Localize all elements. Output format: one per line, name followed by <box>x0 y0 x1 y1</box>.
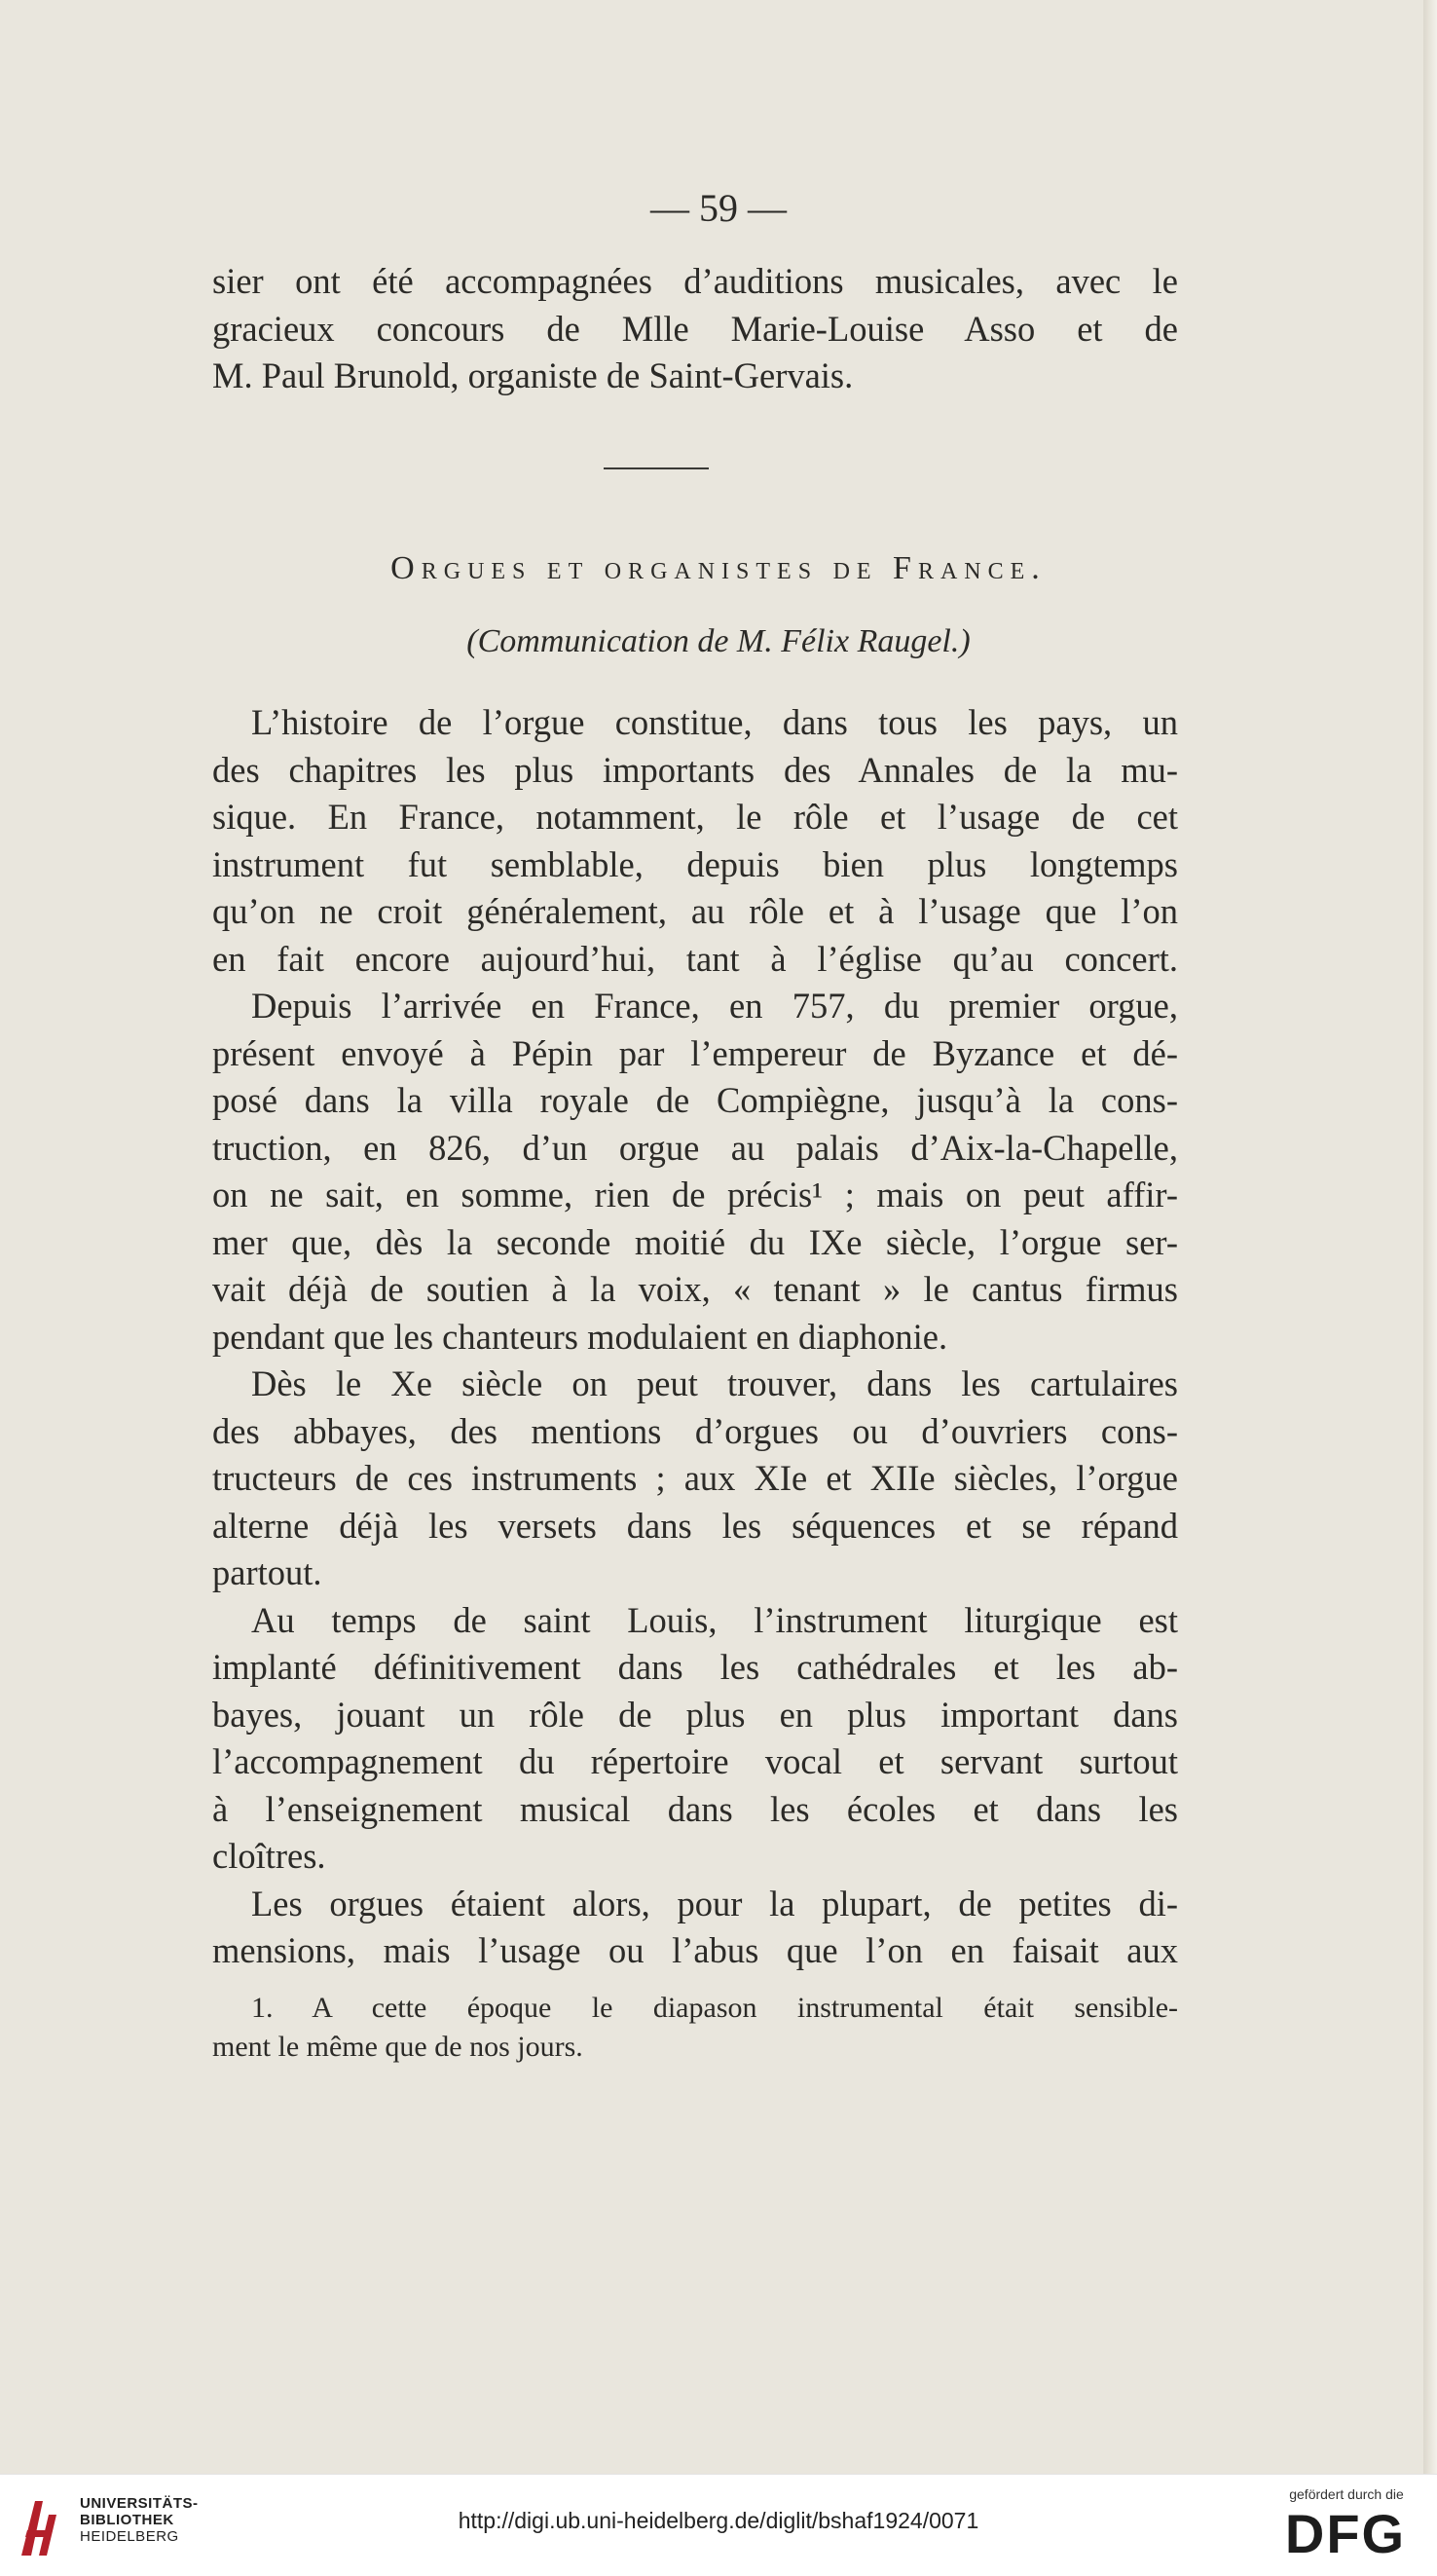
text-line: sier ont été accompagnées d’auditions musicales, avec le <box>212 261 1178 301</box>
text-line: vait déjà de soutien à la voix, « tenant » le cantus firmus <box>212 1269 1178 1309</box>
text-line: des abbayes, des mentions d’orgues ou d’ouvriers cons- <box>212 1410 1178 1451</box>
page-number: — 59 — <box>650 186 787 230</box>
page-edge <box>1423 0 1437 2474</box>
section-title: Orgues et organistes de France. <box>390 550 1047 586</box>
text-line: instrument fut semblable, depuis bien plus longtemps <box>212 843 1178 884</box>
text-line: cloîtres. <box>212 1836 326 1876</box>
text-line: mensions, mais l’usage ou l’abus que l’on en faisait aux <box>212 1930 1178 1970</box>
text-line: des chapitres les plus importants des Annales de la mu- <box>212 749 1178 790</box>
text-line: posé dans la villa royale de Compiègne, jusqu’à la cons- <box>212 1080 1178 1120</box>
intro-paragraph <box>212 258 1178 400</box>
text-line: Les orgues étaient alors, pour la plupart, de petites di- <box>251 1883 1178 1923</box>
logo-line: HEIDELBERG <box>80 2528 179 2545</box>
paragraph-2 <box>212 983 1178 1361</box>
text-line: tructeurs de ces instruments ; aux XIe et XIIe siècles, l’orgue <box>212 1458 1178 1498</box>
text-line: Dès le Xe siècle on peut trouver, dans les cartulaires <box>251 1363 1178 1403</box>
text-line: gracieux concours de Mlle Marie-Louise Asso et de <box>212 308 1178 349</box>
text-line: alterne déjà les versets dans les séquences et se répand <box>212 1505 1178 1546</box>
paragraph-4 <box>212 1597 1178 1881</box>
text-line: en fait encore aujourd’hui, tant à l’église qu’au concert. <box>212 938 1178 979</box>
text-line: implanté définitivement dans les cathédrales et les ab- <box>212 1647 1178 1687</box>
footnote-line: ment le même que de nos jours. <box>212 2031 583 2063</box>
logo-line: UNIVERSITÄTS- <box>80 2495 199 2512</box>
source-url-link[interactable]: http://digi.ub.uni-heidelberg.de/diglit/bshaf1924/0071 <box>458 2508 979 2533</box>
text-line: bayes, jouant un rôle de plus en plus important dans <box>212 1694 1178 1735</box>
footnote <box>212 1960 1178 2096</box>
text-line: sique. En France, notamment, le rôle et l’usage de cet <box>212 797 1178 837</box>
text-line: partout. <box>212 1552 322 1592</box>
text-line: pendant que les chanteurs modulaient en diaphonie. <box>212 1316 948 1357</box>
text-line: M. Paul Brunold, organiste de Saint-Gervais. <box>212 355 854 395</box>
text-line: qu’on ne croit généralement, au rôle et à l’usage que l’on <box>212 891 1178 931</box>
text-line: L’histoire de l’orgue constitue, dans tous les pays, un <box>251 702 1178 742</box>
text-line: présent envoyé à Pépin par l’empereur de Byzance et dé- <box>212 1032 1178 1073</box>
byline: (Communication de M. Félix Raugel.) <box>466 623 971 659</box>
dfg-logo: DFG <box>1284 2503 1407 2564</box>
text-line: mer que, dès la seconde moitié du IXe siècle, l’orgue ser- <box>212 1221 1178 1262</box>
text-line: l’accompagnement du répertoire vocal et servant surtout <box>212 1741 1178 1781</box>
text-line: Au temps de saint Louis, l’instrument liturgique est <box>251 1599 1178 1640</box>
paragraph-1 <box>212 699 1178 983</box>
funded-by-label: gefördert durch die <box>1289 2486 1404 2502</box>
text-line: Depuis l’arrivée en France, en 757, du premier orgue, <box>251 986 1178 1026</box>
text-line: truction, en 826, d’un orgue au palais d’Aix-la-Chapelle, <box>212 1127 1178 1168</box>
text-line: à l’enseignement musical dans les écoles et dans les <box>212 1788 1178 1829</box>
logo-line: BIBLIOTHEK <box>80 2512 174 2528</box>
body-text <box>212 699 1178 1975</box>
text-line: on ne sait, en somme, rien de précis¹ ; mais on peut affir- <box>212 1175 1178 1214</box>
footnote-line: 1. A cette époque le diapason instrumental était sensible- <box>251 1992 1178 2024</box>
paragraph-3 <box>212 1361 1178 1597</box>
section-divider <box>604 467 709 469</box>
